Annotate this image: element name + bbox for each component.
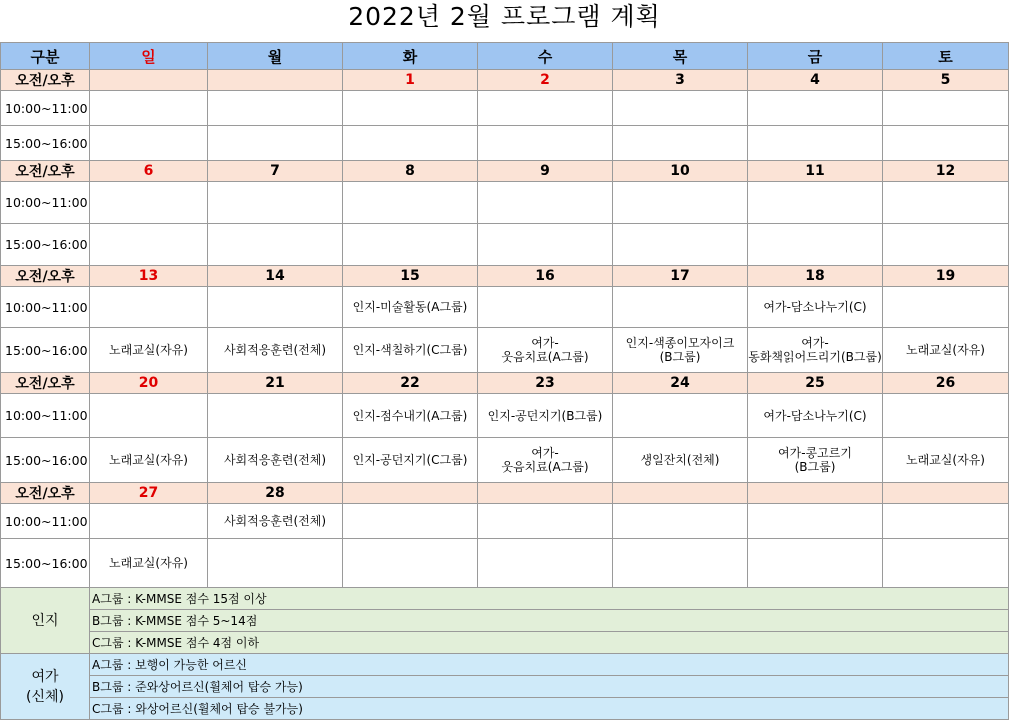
date-cell[interactable]: 1 bbox=[343, 70, 478, 91]
time-label[interactable]: 15:00~16:00 bbox=[1, 126, 90, 161]
legend-row bbox=[1, 588, 1009, 610]
program-cell[interactable] bbox=[478, 224, 613, 266]
program-cell[interactable] bbox=[343, 182, 478, 224]
program-cell[interactable] bbox=[748, 539, 883, 588]
date-row bbox=[1, 483, 1009, 504]
time-slot-row bbox=[1, 328, 1009, 373]
program-cell[interactable] bbox=[478, 287, 613, 328]
program-cell[interactable] bbox=[883, 287, 1009, 328]
header-wednesday[interactable]: 수 bbox=[478, 43, 613, 70]
date-cell[interactable] bbox=[478, 483, 613, 504]
program-cell[interactable] bbox=[883, 394, 1009, 438]
date-cell[interactable]: 18 bbox=[748, 266, 883, 287]
program-cell[interactable] bbox=[748, 182, 883, 224]
program-cell[interactable] bbox=[208, 287, 343, 328]
program-cell[interactable] bbox=[613, 224, 748, 266]
date-cell[interactable] bbox=[748, 483, 883, 504]
header-tuesday[interactable]: 화 bbox=[343, 43, 478, 70]
time-label[interactable]: 10:00~11:00 bbox=[1, 287, 90, 328]
program-cell[interactable] bbox=[613, 539, 748, 588]
program-cell[interactable] bbox=[478, 182, 613, 224]
legend-description[interactable]: B그룹 : K-MMSE 점수 5~14점 bbox=[90, 610, 1009, 632]
program-cell[interactable]: 노래교실(자유) bbox=[883, 328, 1009, 373]
date-cell[interactable]: 5 bbox=[883, 70, 1009, 91]
date-row bbox=[1, 70, 1009, 91]
program-cell[interactable]: 노래교실(자유) bbox=[90, 328, 208, 373]
program-cell[interactable]: 노래교실(자유) bbox=[883, 438, 1009, 483]
time-label[interactable]: 10:00~11:00 bbox=[1, 504, 90, 539]
date-row bbox=[1, 161, 1009, 182]
program-cell[interactable] bbox=[90, 287, 208, 328]
date-cell[interactable] bbox=[613, 483, 748, 504]
program-cell[interactable]: 생일잔치(전체) bbox=[613, 438, 748, 483]
program-cell[interactable] bbox=[613, 182, 748, 224]
program-cell[interactable] bbox=[748, 91, 883, 126]
program-cell[interactable]: 인지-색칠하기(C그룹) bbox=[343, 328, 478, 373]
time-slot-row bbox=[1, 504, 1009, 539]
program-cell[interactable] bbox=[748, 504, 883, 539]
date-cell[interactable] bbox=[343, 483, 478, 504]
legend-description[interactable]: C그룹 : 와상어르신(휠체어 탑승 불가능) bbox=[90, 698, 1009, 720]
date-cell[interactable] bbox=[208, 70, 343, 91]
program-cell[interactable]: 인지-공던지기(C그룹) bbox=[343, 438, 478, 483]
program-cell[interactable]: 여가-콩고르기 (B그룹) bbox=[748, 438, 883, 483]
weekday-header-row bbox=[1, 43, 1009, 70]
program-cell[interactable] bbox=[208, 182, 343, 224]
program-cell[interactable]: 노래교실(자유) bbox=[90, 539, 208, 588]
program-cell[interactable] bbox=[208, 91, 343, 126]
program-cell[interactable] bbox=[343, 504, 478, 539]
program-cell[interactable] bbox=[343, 91, 478, 126]
program-cell[interactable] bbox=[478, 539, 613, 588]
legend-category[interactable]: 여가 (신체) bbox=[1, 654, 90, 720]
date-cell[interactable]: 21 bbox=[208, 373, 343, 394]
program-cell[interactable]: 인지-색종이모자이크 (B그룹) bbox=[613, 328, 748, 373]
date-cell[interactable] bbox=[883, 483, 1009, 504]
program-cell[interactable]: 인지-공던지기(B그룹) bbox=[478, 394, 613, 438]
program-cell[interactable] bbox=[613, 126, 748, 161]
date-cell[interactable]: 2 bbox=[478, 70, 613, 91]
date-cell[interactable]: 20 bbox=[90, 373, 208, 394]
time-label[interactable]: 15:00~16:00 bbox=[1, 328, 90, 373]
date-cell[interactable]: 14 bbox=[208, 266, 343, 287]
program-cell[interactable] bbox=[343, 224, 478, 266]
date-cell[interactable]: 23 bbox=[478, 373, 613, 394]
date-cell[interactable]: 17 bbox=[613, 266, 748, 287]
program-cell[interactable] bbox=[208, 539, 343, 588]
time-slot-row bbox=[1, 182, 1009, 224]
header-monday[interactable]: 월 bbox=[208, 43, 343, 70]
program-cell[interactable] bbox=[883, 224, 1009, 266]
legend-row bbox=[1, 676, 1009, 698]
program-cell[interactable] bbox=[478, 91, 613, 126]
time-label[interactable]: 15:00~16:00 bbox=[1, 438, 90, 483]
slot-label[interactable]: 오전/오후 bbox=[1, 266, 90, 287]
date-row bbox=[1, 266, 1009, 287]
program-cell[interactable] bbox=[883, 539, 1009, 588]
legend-row bbox=[1, 610, 1009, 632]
program-cell[interactable]: 인지-점수내기(A그룹) bbox=[343, 394, 478, 438]
legend-row bbox=[1, 632, 1009, 654]
program-cell[interactable]: 노래교실(자유) bbox=[90, 438, 208, 483]
program-cell[interactable] bbox=[883, 126, 1009, 161]
header-sunday[interactable]: 일 bbox=[90, 43, 208, 70]
program-cell[interactable] bbox=[90, 91, 208, 126]
slot-label[interactable]: 오전/오후 bbox=[1, 161, 90, 182]
header-saturday[interactable]: 토 bbox=[883, 43, 1009, 70]
program-cell[interactable] bbox=[883, 182, 1009, 224]
time-slot-row bbox=[1, 224, 1009, 266]
slot-label[interactable]: 오전/오후 bbox=[1, 373, 90, 394]
date-cell[interactable]: 7 bbox=[208, 161, 343, 182]
date-row bbox=[1, 373, 1009, 394]
program-cell[interactable] bbox=[613, 91, 748, 126]
program-cell[interactable] bbox=[748, 224, 883, 266]
program-cell[interactable] bbox=[90, 126, 208, 161]
date-cell[interactable]: 25 bbox=[748, 373, 883, 394]
date-cell[interactable]: 24 bbox=[613, 373, 748, 394]
date-cell[interactable]: 12 bbox=[883, 161, 1009, 182]
legend-description[interactable]: B그룹 : 준와상어르신(휠체어 탑승 가능) bbox=[90, 676, 1009, 698]
program-cell[interactable]: 여가-담소나누기(C) bbox=[748, 394, 883, 438]
program-cell[interactable] bbox=[90, 394, 208, 438]
program-cell[interactable]: 사회적응훈련(전체) bbox=[208, 328, 343, 373]
time-label[interactable]: 15:00~16:00 bbox=[1, 539, 90, 588]
time-label[interactable]: 10:00~11:00 bbox=[1, 394, 90, 438]
date-cell[interactable]: 27 bbox=[90, 483, 208, 504]
program-cell[interactable] bbox=[208, 224, 343, 266]
time-label[interactable]: 15:00~16:00 bbox=[1, 224, 90, 266]
legend-description[interactable]: C그룹 : K-MMSE 점수 4점 이하 bbox=[90, 632, 1009, 654]
legend-row bbox=[1, 654, 1009, 676]
date-cell[interactable]: 16 bbox=[478, 266, 613, 287]
program-cell[interactable]: 여가- 웃음치료(A그룹) bbox=[478, 438, 613, 483]
program-cell[interactable]: 여가-담소나누기(C) bbox=[748, 287, 883, 328]
program-cell[interactable] bbox=[613, 394, 748, 438]
date-cell[interactable]: 6 bbox=[90, 161, 208, 182]
date-cell[interactable]: 9 bbox=[478, 161, 613, 182]
program-cell[interactable] bbox=[343, 539, 478, 588]
program-cell[interactable] bbox=[613, 504, 748, 539]
program-cell[interactable]: 인지-미술활동(A그룹) bbox=[343, 287, 478, 328]
program-cell[interactable] bbox=[208, 126, 343, 161]
program-cell[interactable] bbox=[90, 182, 208, 224]
time-slot-row bbox=[1, 126, 1009, 161]
program-cell[interactable]: 여가- 동화책읽어드리기(B그룹) bbox=[748, 328, 883, 373]
date-cell[interactable]: 26 bbox=[883, 373, 1009, 394]
time-slot-row bbox=[1, 394, 1009, 438]
program-calendar bbox=[0, 42, 1009, 720]
program-cell[interactable]: 사회적응훈련(전체) bbox=[208, 504, 343, 539]
date-cell[interactable]: 10 bbox=[613, 161, 748, 182]
page-title: 2022년 2월 프로그램 계획 bbox=[348, 2, 661, 31]
legend-category[interactable]: 인지 bbox=[1, 588, 90, 654]
time-slot-row bbox=[1, 287, 1009, 328]
program-cell[interactable] bbox=[478, 126, 613, 161]
date-cell[interactable] bbox=[90, 70, 208, 91]
date-cell[interactable]: 22 bbox=[343, 373, 478, 394]
program-cell[interactable] bbox=[613, 287, 748, 328]
program-cell[interactable] bbox=[883, 91, 1009, 126]
date-cell[interactable]: 4 bbox=[748, 70, 883, 91]
date-cell[interactable]: 15 bbox=[343, 266, 478, 287]
date-cell[interactable]: 28 bbox=[208, 483, 343, 504]
date-cell[interactable]: 3 bbox=[613, 70, 748, 91]
program-cell[interactable] bbox=[343, 126, 478, 161]
program-cell[interactable] bbox=[90, 504, 208, 539]
date-cell[interactable]: 11 bbox=[748, 161, 883, 182]
program-cell[interactable]: 여가- 웃음치료(A그룹) bbox=[478, 328, 613, 373]
time-slot-row bbox=[1, 438, 1009, 483]
program-cell[interactable]: 사회적응훈련(전체) bbox=[208, 438, 343, 483]
header-thursday[interactable]: 목 bbox=[613, 43, 748, 70]
time-slot-row bbox=[1, 91, 1009, 126]
date-cell[interactable]: 13 bbox=[90, 266, 208, 287]
program-cell[interactable] bbox=[748, 126, 883, 161]
date-cell[interactable]: 19 bbox=[883, 266, 1009, 287]
header-friday[interactable]: 금 bbox=[748, 43, 883, 70]
legend-description[interactable]: A그룹 : 보행이 가능한 어르신 bbox=[90, 654, 1009, 676]
legend-row bbox=[1, 698, 1009, 720]
program-cell[interactable] bbox=[90, 224, 208, 266]
slot-label[interactable]: 오전/오후 bbox=[1, 483, 90, 504]
program-cell[interactable] bbox=[208, 394, 343, 438]
time-slot-row bbox=[1, 539, 1009, 588]
slot-label[interactable]: 오전/오후 bbox=[1, 70, 90, 91]
time-label[interactable]: 10:00~11:00 bbox=[1, 91, 90, 126]
time-label[interactable]: 10:00~11:00 bbox=[1, 182, 90, 224]
program-cell[interactable] bbox=[478, 504, 613, 539]
date-cell[interactable]: 8 bbox=[343, 161, 478, 182]
header-category[interactable]: 구분 bbox=[1, 43, 90, 70]
legend-description[interactable]: A그룹 : K-MMSE 점수 15점 이상 bbox=[90, 588, 1009, 610]
program-cell[interactable] bbox=[883, 504, 1009, 539]
